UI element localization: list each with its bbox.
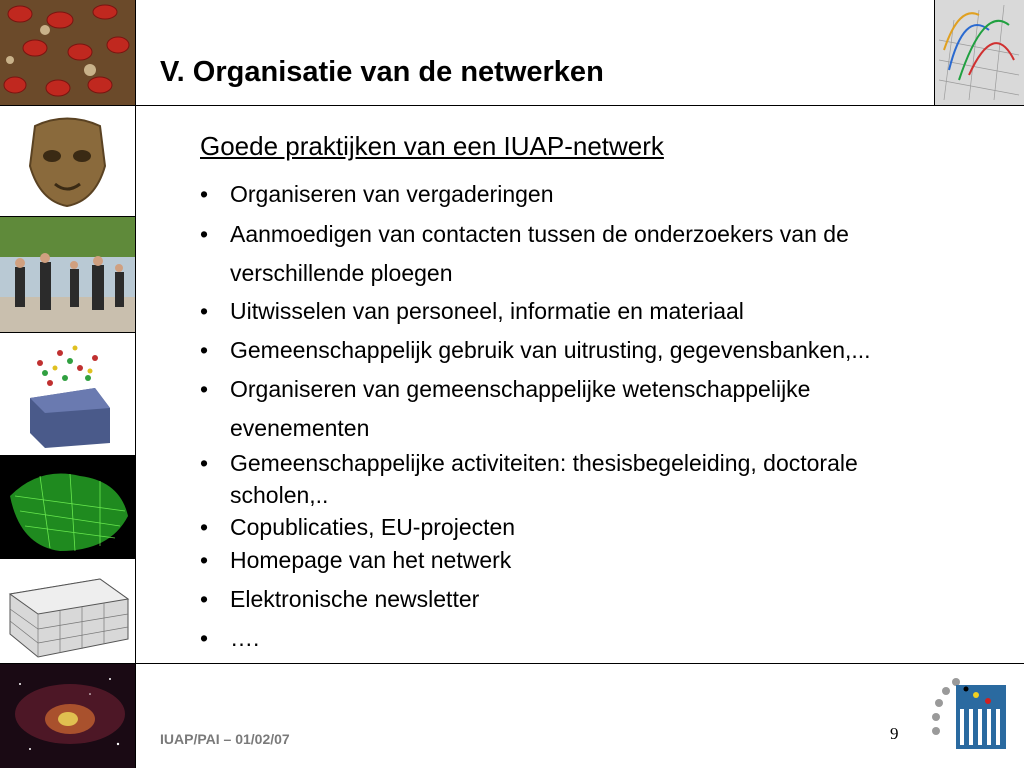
bronze-mask-image (0, 106, 135, 216)
bullet-item: • Gemeenschappelijk gebruik van uitrusting, gegevensbanken,... (200, 337, 871, 363)
slide-title: V. Organisatie van de netwerken (160, 56, 604, 88)
red-blood-cells-image (0, 0, 135, 105)
bullet-icon: • (200, 547, 209, 573)
bullet-icon: • (200, 625, 209, 651)
bullet-item: • Gemeenschappelijke activiteiten: thesisbegeleiding, doctorale (200, 450, 858, 476)
footer-text: IUAP/PAI – 01/02/07 (160, 731, 290, 747)
bullet-item: • Homepage van het netwerk (200, 547, 512, 573)
pedestrians-image (0, 217, 135, 332)
network-diagram-image (934, 0, 1024, 105)
green-mesh-image (0, 456, 135, 558)
bullet-icon: • (200, 376, 209, 402)
galaxy-image (0, 664, 135, 768)
bullet-icon: • (200, 337, 209, 363)
bullet-icon: • (200, 181, 209, 207)
bullet-item: • Organiseren van vergaderingen (200, 181, 554, 207)
bullet-icon: • (200, 450, 209, 476)
bullet-continuation: evenementen (230, 415, 370, 441)
bullet-item: • Elektronische newsletter (200, 586, 480, 612)
grid-block-image (0, 559, 135, 663)
institution-logo (928, 673, 1010, 753)
bullet-icon: • (200, 221, 209, 247)
bullet-icon: • (200, 514, 209, 540)
bullet-icon: • (200, 298, 209, 324)
molecular-cube-image (0, 333, 135, 455)
slide-subtitle: Goede praktijken van een IUAP-netwerk (200, 131, 664, 161)
bullet-list (200, 181, 871, 661)
bullet-item: • …. (200, 625, 260, 651)
bullet-item: • Uitwisselen van personeel, informatie en materiaal (200, 298, 744, 324)
bullet-icon: • (200, 586, 209, 612)
page-number: 9 (890, 724, 899, 743)
bullet-item: • Copublicaties, EU-projecten (200, 514, 516, 540)
bullet-continuation: verschillende ploegen (230, 260, 453, 286)
bullet-item: • Aanmoedigen van contacten tussen de onderzoekers van de (200, 221, 849, 247)
bullet-continuation: scholen,.. (230, 482, 329, 508)
bullet-item: • Organiseren van gemeenschappelijke wetenschappelijke (200, 376, 811, 402)
